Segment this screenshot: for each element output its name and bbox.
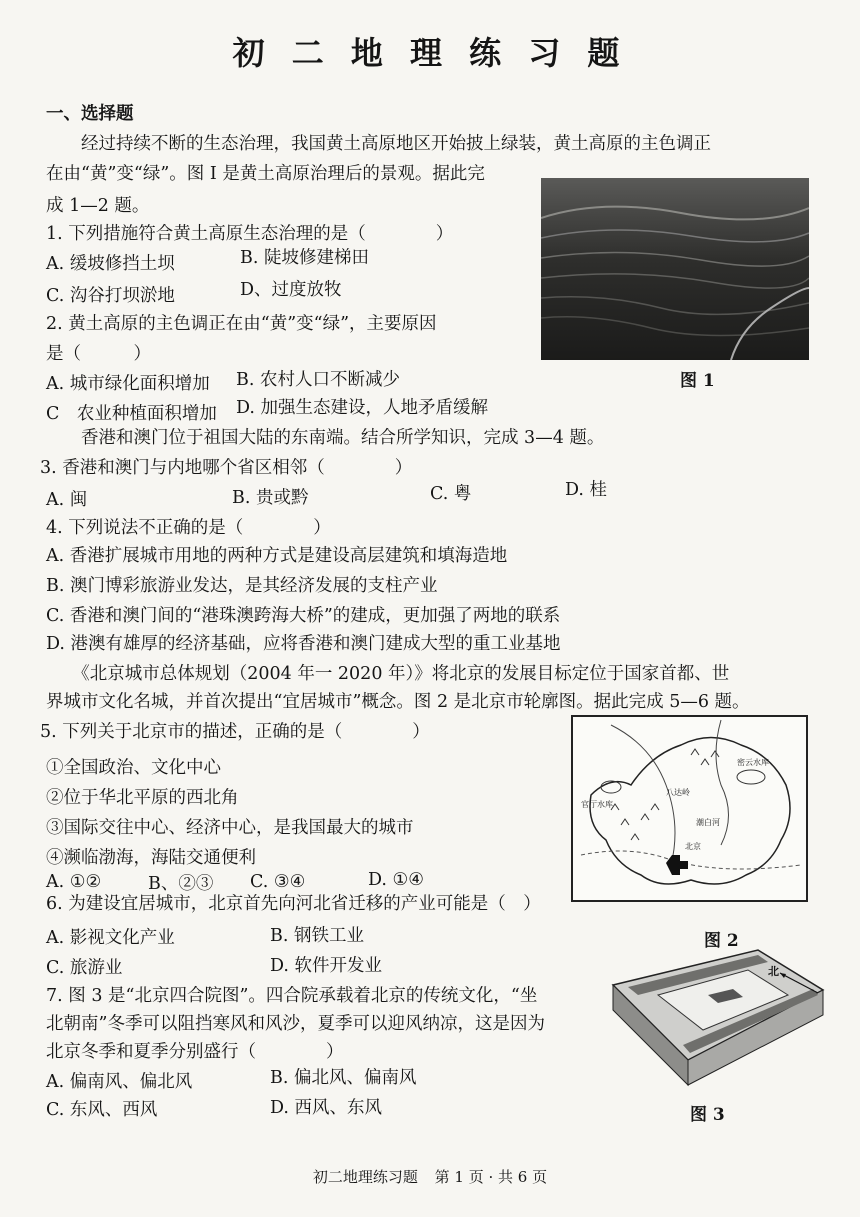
intro-line: 香港和澳门位于祖国大陆的东南端。结合所学知识，完成 3—4 题。: [46, 428, 605, 448]
page-number: 第 1 页 · 共 6 页: [434, 1168, 548, 1186]
option: B. 农村人口不断减少: [236, 370, 400, 390]
option: D. 港澳有雄厚的经济基础，应将香港和澳门建成大型的重工业基地: [46, 634, 561, 654]
option: B. 澳门博彩旅游业发达，是其经济发展的支柱产业: [46, 576, 438, 596]
footer-title: 初二地理练习题: [312, 1168, 418, 1186]
option: C. ③④: [250, 872, 306, 892]
option: C. 香港和澳门间的“港珠澳跨海大桥”的建成，更加强了两地的联系: [46, 606, 561, 626]
option: B. 贵或黔: [232, 488, 309, 508]
question-stem: 5. 下列关于北京市的描述，正确的是（ ）: [40, 722, 430, 742]
map-label: 密云水库: [737, 758, 769, 767]
question-stem: 2. 黄土高原的主色调正在由“黄”变“绿”，主要原因: [46, 314, 437, 334]
option: D、过度放牧: [240, 280, 342, 300]
map-label: 八达岭: [666, 788, 690, 797]
option: A. 影视文化产业: [46, 928, 175, 948]
option: B. 陡坡修建梯田: [240, 248, 369, 268]
beijing-outline-map: [571, 715, 808, 925]
option: A. 闽: [46, 490, 88, 510]
section-heading: 一、选择题: [46, 104, 134, 124]
figure-1-caption: 图 1: [680, 371, 715, 391]
question-stem: 4. 下列说法不正确的是（ ）: [46, 518, 331, 538]
question-stem: 北京冬季和夏季分别盛行（ ）: [46, 1042, 344, 1062]
question-stem: 北朝南”冬季可以阻挡寒风和风沙，夏季可以迎风纳凉，这是因为: [46, 1014, 545, 1034]
figure-3-caption: 图 3: [690, 1105, 725, 1125]
option: D. 加强生态建设，人地矛盾缓解: [236, 398, 489, 418]
option: B. 钢铁工业: [270, 926, 364, 946]
intro-line: 成 1—2 题。: [46, 196, 150, 216]
intro-line: 《北京城市总体规划（2004 年一 2020 年）》将北京的发展目标定位于国家首都、世: [46, 664, 730, 684]
map-label: 北京: [685, 842, 701, 851]
option: C. 旅游业: [46, 958, 123, 978]
option: B. 偏北风、偏南风: [270, 1068, 417, 1088]
option: A. ①②: [46, 872, 102, 892]
intro-line: 在由“黄”变“绿”。图 I 是黄土高原治理后的景观。据此完: [46, 164, 485, 184]
option: A. 偏南风、偏北风: [46, 1072, 193, 1092]
option: D. 桂: [565, 480, 608, 500]
question-stem: 1. 下列措施符合黄土高原生态治理的是（ ）: [46, 224, 454, 244]
option: C. 粤: [430, 484, 472, 504]
map-label: 潮白河: [696, 818, 720, 827]
option: C. 沟谷打坝淤地: [46, 286, 175, 306]
map-label: 官厅水库: [581, 800, 613, 809]
question-stem: 7. 图 3 是“北京四合院图”。四合院承载着北京的传统文化，“坐: [46, 986, 538, 1006]
option: A. 城市绿化面积增加: [46, 374, 210, 394]
option: B、②③: [148, 874, 214, 894]
option: A. 香港扩展城市用地的两种方式是建设高层建筑和填海造地: [46, 546, 508, 566]
north-label: 北: [768, 965, 779, 978]
siheyuan-courtyard-drawing: [608, 945, 828, 1095]
figure-2-caption: 图 2: [704, 931, 739, 951]
option: C 农业种植面积增加: [46, 404, 217, 424]
question-stem: 6. 为建设宜居城市，北京首先向河北省迁移的产业可能是（ ）: [46, 894, 541, 914]
statement-item: ③国际交往中心、经济中心，是我国最大的城市: [46, 818, 414, 838]
question-stem: 是（ ）: [46, 344, 151, 364]
intro-line: 经过持续不断的生态治理，我国黄土高原地区开始披上绿装，黄土高原的主色调正: [46, 134, 711, 154]
option: D. ①④: [368, 870, 424, 890]
loess-plateau-photo: [541, 178, 809, 360]
question-stem: 3. 香港和澳门与内地哪个省区相邻（ ）: [40, 458, 413, 478]
statement-item: ④濒临渤海，海陆交通便利: [46, 848, 256, 868]
intro-line: 界城市文化名城，并首次提出“宜居城市”概念。图 2 是北京市轮廓图。据此完成 5—6 题。: [46, 692, 750, 712]
page-footer: [0, 1166, 860, 1187]
statement-item: ①全国政治、文化中心: [46, 758, 221, 778]
option: D. 西风、东风: [270, 1098, 383, 1118]
option: D. 软件开发业: [270, 956, 383, 976]
option: A. 缓坡修挡土坝: [46, 254, 175, 274]
page-title: 初 二 地 理 练 习 题: [232, 34, 628, 72]
option: C. 东风、西风: [46, 1100, 158, 1120]
statement-item: ②位于华北平原的西北角: [46, 788, 239, 808]
